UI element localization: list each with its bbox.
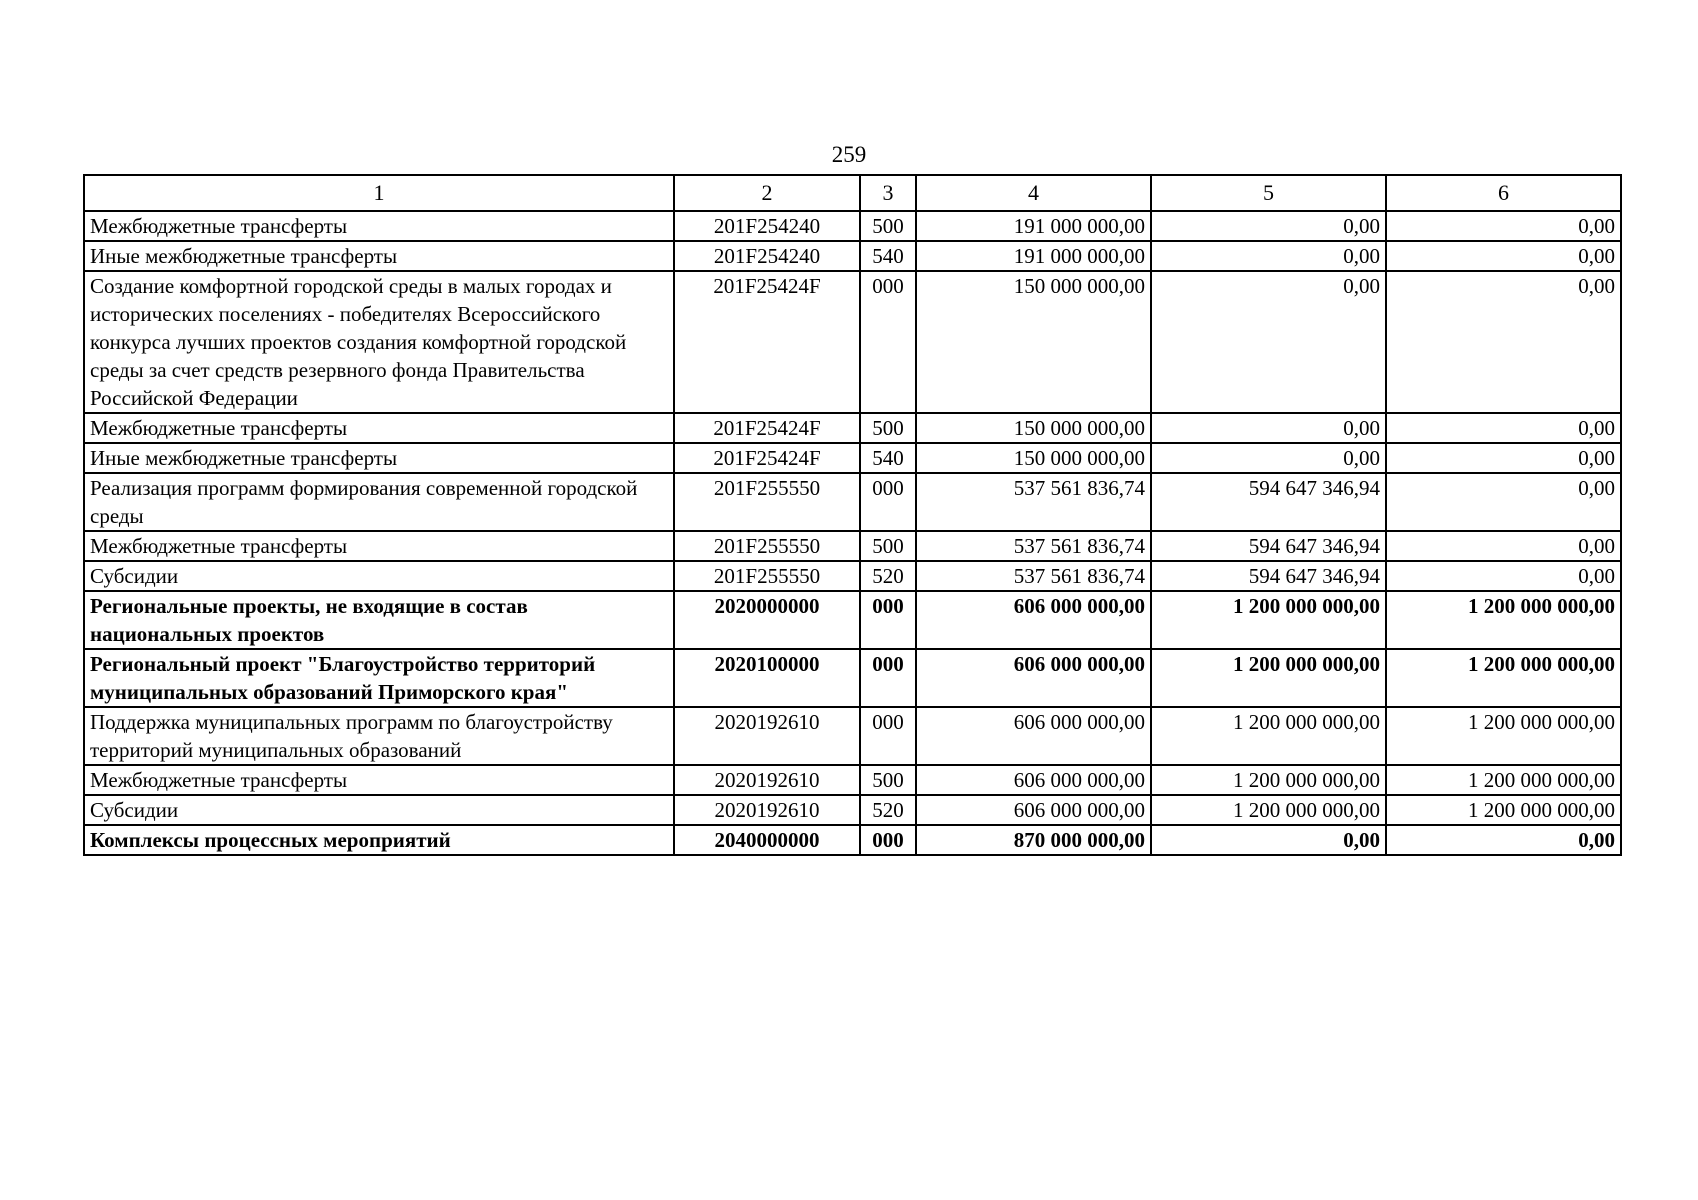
row-name: Реализация программ формирования современной городской среды bbox=[84, 473, 674, 531]
row-expense-type: 540 bbox=[860, 241, 916, 271]
header-col-1: 1 bbox=[84, 175, 674, 211]
row-code: 201F255550 bbox=[674, 561, 860, 591]
row-code: 201F255550 bbox=[674, 531, 860, 561]
row-code: 201F25424F bbox=[674, 413, 860, 443]
table-row bbox=[84, 825, 1621, 855]
row-code: 2040000000 bbox=[674, 825, 860, 855]
budget-table bbox=[83, 174, 1622, 856]
row-amount-col-6: 1 200 000 000,00 bbox=[1386, 649, 1621, 707]
row-code: 2020192610 bbox=[674, 795, 860, 825]
row-code: 2020000000 bbox=[674, 591, 860, 649]
header-col-6: 6 bbox=[1386, 175, 1621, 211]
row-amount-col-6: 1 200 000 000,00 bbox=[1386, 795, 1621, 825]
row-code: 201F255550 bbox=[674, 473, 860, 531]
row-amount-col-5: 0,00 bbox=[1151, 241, 1386, 271]
row-amount-col-5: 0,00 bbox=[1151, 413, 1386, 443]
table-row bbox=[84, 531, 1621, 561]
row-expense-type: 520 bbox=[860, 795, 916, 825]
row-amount-col-6: 0,00 bbox=[1386, 271, 1621, 413]
row-name: Иные межбюджетные трансферты bbox=[84, 241, 674, 271]
row-name: Субсидии bbox=[84, 795, 674, 825]
row-amount-col-5: 1 200 000 000,00 bbox=[1151, 795, 1386, 825]
table-row bbox=[84, 795, 1621, 825]
row-amount-col-6: 0,00 bbox=[1386, 443, 1621, 473]
row-amount-col-4: 537 561 836,74 bbox=[916, 531, 1151, 561]
row-expense-type: 000 bbox=[860, 591, 916, 649]
row-name: Межбюджетные трансферты bbox=[84, 413, 674, 443]
row-name: Региональный проект "Благоустройство территорий муниципальных образований Приморского края" bbox=[84, 649, 674, 707]
row-name: Региональные проекты, не входящие в состав национальных проектов bbox=[84, 591, 674, 649]
row-name: Межбюджетные трансферты bbox=[84, 531, 674, 561]
table-row bbox=[84, 241, 1621, 271]
header-col-3: 3 bbox=[860, 175, 916, 211]
row-amount-col-6: 1 200 000 000,00 bbox=[1386, 707, 1621, 765]
row-amount-col-4: 191 000 000,00 bbox=[916, 211, 1151, 241]
row-name: Межбюджетные трансферты bbox=[84, 765, 674, 795]
row-amount-col-5: 594 647 346,94 bbox=[1151, 531, 1386, 561]
table-row bbox=[84, 591, 1621, 649]
table-row bbox=[84, 211, 1621, 241]
row-amount-col-5: 0,00 bbox=[1151, 211, 1386, 241]
header-row bbox=[84, 175, 1621, 211]
row-amount-col-4: 537 561 836,74 bbox=[916, 561, 1151, 591]
row-amount-col-5: 0,00 bbox=[1151, 443, 1386, 473]
table-row bbox=[84, 413, 1621, 443]
row-expense-type: 500 bbox=[860, 531, 916, 561]
row-expense-type: 500 bbox=[860, 211, 916, 241]
row-code: 201F254240 bbox=[674, 211, 860, 241]
row-name: Комплексы процессных мероприятий bbox=[84, 825, 674, 855]
table-body bbox=[84, 211, 1621, 855]
row-amount-col-6: 0,00 bbox=[1386, 413, 1621, 443]
row-amount-col-4: 606 000 000,00 bbox=[916, 591, 1151, 649]
row-amount-col-5: 594 647 346,94 bbox=[1151, 473, 1386, 531]
row-expense-type: 000 bbox=[860, 271, 916, 413]
table-row bbox=[84, 561, 1621, 591]
table-row bbox=[84, 271, 1621, 413]
page-number: 259 bbox=[831, 142, 867, 167]
row-expense-type: 540 bbox=[860, 443, 916, 473]
row-name: Поддержка муниципальных программ по благоустройству территорий муниципальных образований bbox=[84, 707, 674, 765]
header-col-2: 2 bbox=[674, 175, 860, 211]
row-amount-col-4: 606 000 000,00 bbox=[916, 765, 1151, 795]
row-code: 2020100000 bbox=[674, 649, 860, 707]
row-expense-type: 500 bbox=[860, 765, 916, 795]
row-amount-col-5: 1 200 000 000,00 bbox=[1151, 591, 1386, 649]
table-row bbox=[84, 765, 1621, 795]
row-amount-col-5: 0,00 bbox=[1151, 825, 1386, 855]
row-amount-col-4: 870 000 000,00 bbox=[916, 825, 1151, 855]
row-code: 201F25424F bbox=[674, 443, 860, 473]
row-code: 201F25424F bbox=[674, 271, 860, 413]
row-name: Создание комфортной городской среды в малых городах и исторических поселениях - победителях Всероссийского конкурса лучших проектов создания комфортной городской среды за счет средств резервного фонда Правительства Российской Федерации bbox=[84, 271, 674, 413]
row-expense-type: 000 bbox=[860, 473, 916, 531]
table-row bbox=[84, 649, 1621, 707]
row-amount-col-4: 606 000 000,00 bbox=[916, 707, 1151, 765]
row-name: Иные межбюджетные трансферты bbox=[84, 443, 674, 473]
row-code: 2020192610 bbox=[674, 765, 860, 795]
row-name: Субсидии bbox=[84, 561, 674, 591]
row-amount-col-6: 1 200 000 000,00 bbox=[1386, 765, 1621, 795]
row-expense-type: 000 bbox=[860, 825, 916, 855]
row-expense-type: 500 bbox=[860, 413, 916, 443]
row-amount-col-5: 1 200 000 000,00 bbox=[1151, 649, 1386, 707]
row-amount-col-4: 191 000 000,00 bbox=[916, 241, 1151, 271]
row-amount-col-6: 0,00 bbox=[1386, 211, 1621, 241]
row-amount-col-6: 0,00 bbox=[1386, 531, 1621, 561]
row-amount-col-4: 606 000 000,00 bbox=[916, 795, 1151, 825]
row-amount-col-6: 0,00 bbox=[1386, 825, 1621, 855]
row-amount-col-5: 594 647 346,94 bbox=[1151, 561, 1386, 591]
row-amount-col-6: 0,00 bbox=[1386, 241, 1621, 271]
row-amount-col-5: 1 200 000 000,00 bbox=[1151, 707, 1386, 765]
row-expense-type: 520 bbox=[860, 561, 916, 591]
table-row bbox=[84, 443, 1621, 473]
row-code: 2020192610 bbox=[674, 707, 860, 765]
row-amount-col-4: 150 000 000,00 bbox=[916, 271, 1151, 413]
table-row bbox=[84, 707, 1621, 765]
row-amount-col-6: 0,00 bbox=[1386, 561, 1621, 591]
row-expense-type: 000 bbox=[860, 649, 916, 707]
row-amount-col-6: 0,00 bbox=[1386, 473, 1621, 531]
row-amount-col-4: 150 000 000,00 bbox=[916, 413, 1151, 443]
header-col-4: 4 bbox=[916, 175, 1151, 211]
row-amount-col-6: 1 200 000 000,00 bbox=[1386, 591, 1621, 649]
row-amount-col-4: 150 000 000,00 bbox=[916, 443, 1151, 473]
row-amount-col-4: 606 000 000,00 bbox=[916, 649, 1151, 707]
row-amount-col-5: 1 200 000 000,00 bbox=[1151, 765, 1386, 795]
header-col-5: 5 bbox=[1151, 175, 1386, 211]
row-code: 201F254240 bbox=[674, 241, 860, 271]
table-row bbox=[84, 473, 1621, 531]
row-amount-col-4: 537 561 836,74 bbox=[916, 473, 1151, 531]
row-expense-type: 000 bbox=[860, 707, 916, 765]
row-amount-col-5: 0,00 bbox=[1151, 271, 1386, 413]
table-header bbox=[84, 175, 1621, 211]
row-name: Межбюджетные трансферты bbox=[84, 211, 674, 241]
